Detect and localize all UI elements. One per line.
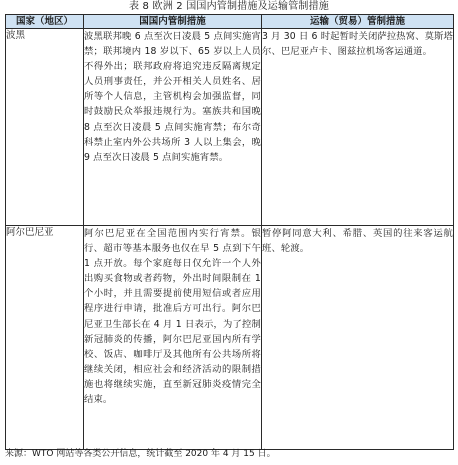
source-note: 来源：WTO 网站等各类公开信息，统计截至 2020 年 4 月 15 日。 [5,449,276,459]
table-row [6,226,454,450]
table-row [6,29,454,226]
domestic-measures-cell [84,29,262,226]
transport-measures-cell [262,29,454,226]
measures-table [5,14,454,450]
domestic-measures-text: 波黑联邦晚 6 点至次日凌晨 5 点间实施宵禁；联邦境内 18 岁以下、65 岁以上人员不得外出；联邦政府将追究违反隔离规定人员刑事责任，并公开相关人员姓名、居所等个人信息，主管机构会加强监督，同时鼓励民众举报违规行为。塞族共和国晚 8 点至次日凌晨 5 点间实施宵禁；布尔奇科禁止室内外公共场所 3 人以上集会，晚 9 点至次日凌晨 5 点间实施宵禁。 [84,31,261,163]
transport-measures-cell [262,226,454,450]
domestic-measures-cell [84,226,262,450]
transport-measures-text: 暂停阿同意大利、希腊、英国的往来客运航班、轮渡。 [262,228,453,255]
header-domestic-measures: 国国内管制措施 [84,15,262,29]
transport-measures-text: 3 月 30 日 6 时起暂时关闭萨拉热窝、莫斯塔尔、巴尼亚卢卡、图兹拉机场客运通道。 [262,31,453,58]
domestic-measures-text: 阿尔巴尼亚在全国范围内实行宵禁。银行、超市等基本服务也仅在早 5 点到下午 1 点开放。每个家庭每日仅允许一个人外出购买食物或者药物，外出时间限制在 1 个小时，并且需要提前使用短信或者应用程序进行申请，批准后方可出行。阿尔巴尼亚卫生部长在 4 月 1 日表示，为了控制新冠肺炎的传播，阿尔巴尼亚国内所有学校、饭店、咖啡厅及其他所有公共场所将继续关闭，相应社会和经济活动的限制措施也将继续实施，直至新冠肺炎疫情完全结束。 [84,228,261,406]
header-country: 国家（地区） [6,15,84,29]
header-row [6,15,454,29]
table-caption: 表 8 欧洲 2 国国内管制措施及运输管制措施 [128,1,330,12]
country-cell: 波黑 [6,29,84,226]
country-cell: 阿尔巴尼亚 [6,226,84,450]
header-transport-measures: 运输（贸易）管制措施 [262,15,454,29]
